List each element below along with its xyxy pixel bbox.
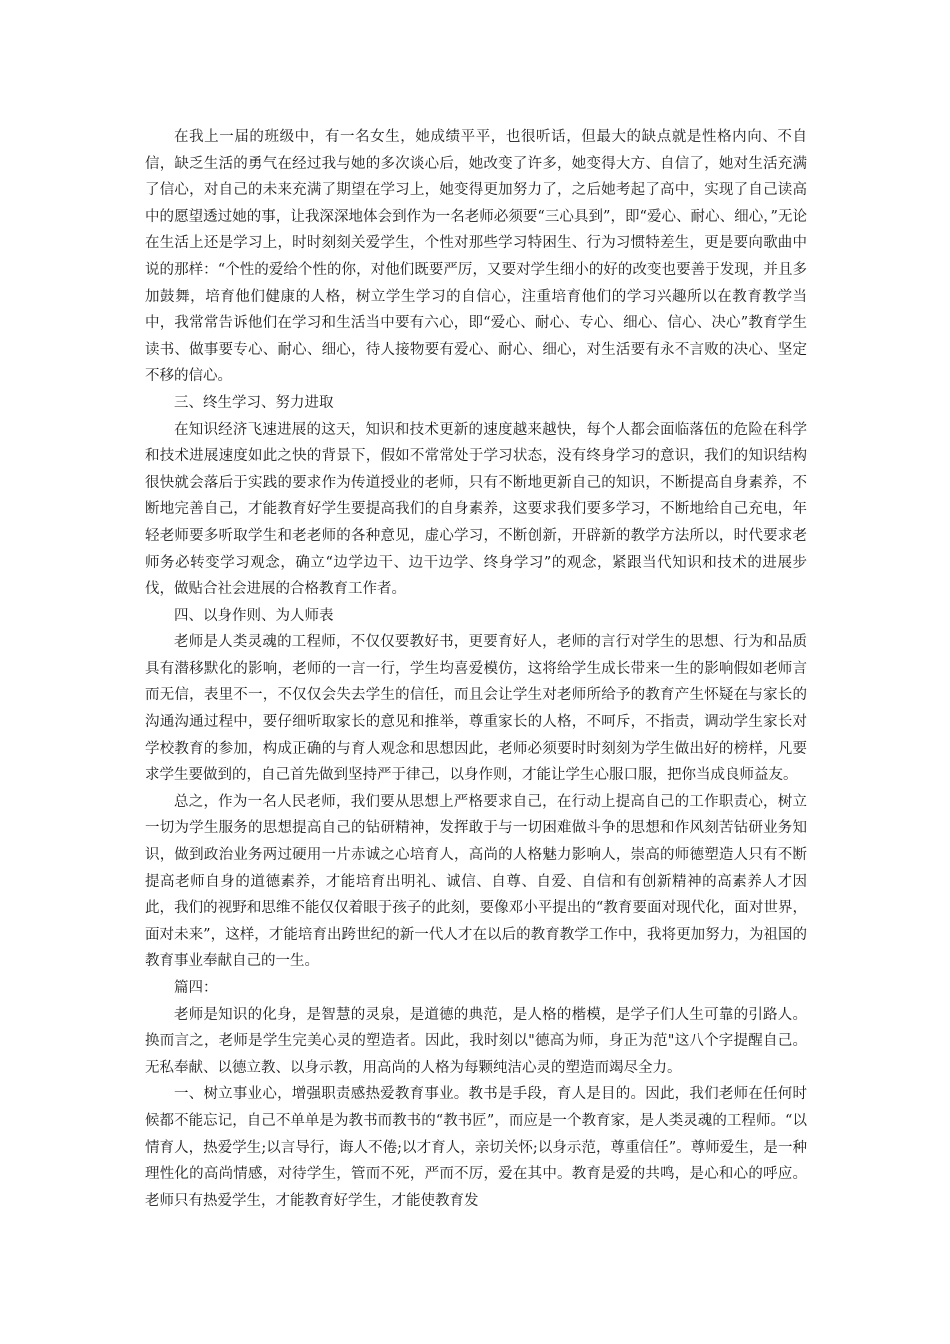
section-heading-part-four: 篇四：: [174, 980, 218, 996]
paragraph-conclusion: 总之，作为一名人民老师，我们要从思想上严格要求自己，在行动上提高自己的工作职责心，树立一切为学生服务的思想提高自己的钻研精神，发挥敢于与一切困难做斗争的思想和作风刻苦钻研业务知识，做到政治业务两过硬用一片赤诚之心培育人，高尚的人格魅力影响人，崇高的师德塑造人只有不断提高老师自身的道德素养，才能培育出明礼、诚信、自尊、自爱、自信和有创新精神的高素养人才因此，我们的视野和思维不能仅仅着眼于孩子的此刻，要像邓小平提出的“教育要面对现代化，面对世界，面对未来”，这样，才能培育出跨世纪的新一代人才在以后的教育教学工作中，我将更加努力，为祖国的教育事业奉献自己的一生。: [145, 793, 807, 970]
document-body: [145, 124, 807, 1214]
section-heading-lifelong-learning: 三、终生学习、努力进取: [174, 394, 334, 411]
paragraph-class-anecdote: 在我上一届的班级中，有一名女生，她成绩平平，也很听话，但最大的缺点就是性格内向、不自信，缺乏生活的勇气在经过我与她的多次谈心后，她改变了许多，她变得大方、自信了，她对生活充满了信心，对自己的未来充满了期望在学习上，她变得更加努力了，之后她考起了高中，实现了自己读高中的愿望透过她的事，让我深深地体会到作为一名老师必须要“三心具到”，即“爱心、耐心、细心，”无论在生活上还是学习上，时时刻刻关爱学生，个性对那些学习特困生、行为习惯特差生，更是要向歌曲中说的那样：“个性的爱给个性的你，对他们既要严厉，又要对学生细小的好的改变也要善于发现，并且多加鼓舞，培育他们健康的人格，树立学生学习的自信心，注重培育他们的学习兴趣所以在教育教学当中，我常常告诉他们在学习和生活当中要有六心，即“爱心、耐心、专心、细心、信心、决心”教育学生读书、做事要专心、耐心、细心，待人接物要有爱心、耐心、细心，对生活要有永不言败的决心、坚定不移的信心。: [145, 129, 807, 385]
paragraph-lifelong-learning: 在知识经济飞速进展的这天，知识和技术更新的速度越来越快，每个人都会面临落伍的危险在科学和技术进展速度如此之快的背景下，假如不常常处于学习状态，没有终身学习的意识，我们的知识结构很快就会落后于实践的要求作为传道授业的老师，只有不断地更新自己的知识，不断提高自身素养，不断地完善自己，才能教育好学生要提高我们的自身素养，这要求我们要多学习，不断地给自己充电，年轻老师要多听取学生和老老师的各种意见，虚心学习，不断创新，开辟新的教学方法所以，时代要求老师务必转变学习观念，确立“边学边干、边干边学、终身学习”的观念，紧跟当代知识和技术的进展步伐，做贴合社会进展的合格教育工作者。: [145, 421, 807, 598]
paragraph-part-four-section-one: 一、树立事业心，增强职责感热爱教育事业。教书是手段，育人是目的。因此，我们老师在任何时候都不能忘记，自己不单单是为教书而教书的“教书匠”，而应是一个教育家，是人类灵魂的工程师。“以情育人，热爱学生;以言导行，诲人不倦;以才育人，亲切关怀;以身示范，尊重信任”。尊师爱生，是一种理性化的高尚情感，对待学生，管而不死，严而不厉，爱在其中。教育是爱的共鸣，是心和心的呼应。老师只有热爱学生，才能教育好学生，才能使教育发: [145, 1086, 807, 1209]
paragraph-lead-by-example: 老师是人类灵魂的工程师，不仅仅要教好书，更要育好人，老师的言行对学生的思想、行为和品质具有潜移默化的影响，老师的一言一行，学生均喜爱模仿，这将给学生成长带来一生的影响假如老师言而无信，表里不一，不仅仅会失去学生的信任，而且会让学生对老师所给予的教育产生怀疑在与家长的沟通沟通过程中，要仔细听取家长的意见和推举，尊重家长的人格，不呵斥，不指责，调动学生家长对学校教育的参加，构成正确的与育人观念和思想因此，老师必须要时时刻刻为学生做出好的榜样，凡要求学生要做到的，自己首先做到坚持严于律己，以身作则，才能让学生心服口服，把你当成良师益友。: [145, 634, 807, 784]
paragraph-part-four-intro: 老师是知识的化身，是智慧的灵泉，是道德的典范，是人格的楷模，是学子们人生可靠的引路人。换而言之，老师是学生完美心灵的塑造者。因此，我时刻以"德高为师，身正为范"这八个字提醒自己。无私奉献、以德立教、以身示教，用高尚的人格为每颗纯洁心灵的塑造而竭尽全力。: [145, 1006, 807, 1076]
section-heading-lead-by-example: 四、以身作则、为人师表: [174, 607, 334, 624]
